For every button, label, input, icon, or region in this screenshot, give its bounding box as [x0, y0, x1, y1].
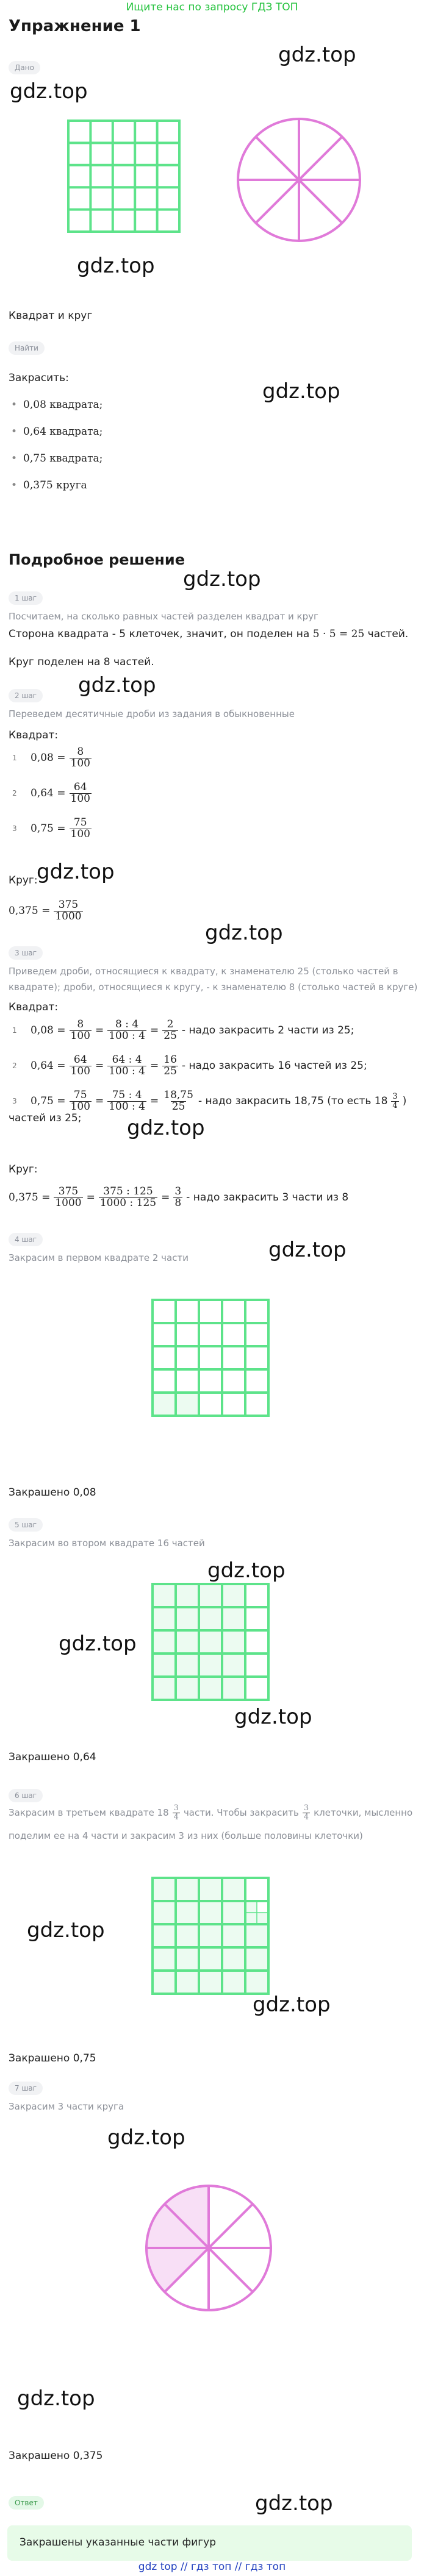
- step-result: Закрашено 0,64: [9, 1751, 96, 1763]
- watermark: gdz.top: [278, 43, 356, 67]
- square-step5: [151, 1583, 270, 1701]
- page-title: Упражнение 1: [9, 17, 141, 35]
- watermark: gdz.top: [268, 1238, 347, 1262]
- row3-cont: частей из 25;: [9, 1112, 82, 1124]
- fraction-row: 1 0,08 = $\frac{8}{100}$ = $\frac{8 : 4}{100 : 4}$ = $\frac{2}{25}$ - надо закрасить 2 части из 25;: [12, 1018, 354, 1042]
- watermark: gdz.top: [17, 2386, 95, 2411]
- square-step4: [151, 1299, 270, 1417]
- step-tag: 2 шаг: [9, 689, 43, 702]
- watermark: gdz.top: [262, 379, 340, 404]
- step-note: поделим ее на 4 части и закрасим 3 из них (больше половины клеточки): [9, 1830, 363, 1841]
- given-label: Квадрат и круг: [9, 310, 93, 322]
- tag-naiti: Найти: [9, 341, 45, 355]
- watermark: gdz.top: [27, 1918, 105, 1943]
- square-step6: [151, 1877, 270, 1995]
- find-item: • 0,75 квадрата;: [11, 452, 103, 465]
- step-note: квадрате); дроби, относящиеся к кругу, - к знаменателю 8 (столько частей в круге): [9, 982, 418, 993]
- top-search-link[interactable]: Ищите нас по запросу ГДЗ ТОП: [126, 1, 298, 13]
- square-label: Квадрат:: [9, 1001, 59, 1013]
- step-note: Закрасим в третьем квадрате 18 $\frac{3}{4}$ части. Чтобы закрасить $\frac{3}{4}$ клеточки, мысленно: [9, 1803, 413, 1822]
- given-square-grid: [67, 120, 181, 233]
- watermark: gdz.top: [234, 1705, 312, 1729]
- square-label: Квадрат:: [9, 729, 59, 741]
- watermark: gdz.top: [10, 79, 88, 104]
- step-note: Закрасим 3 части круга: [9, 2101, 124, 2112]
- step1-line1: Сторона квадрата - 5 клеточек, значит, он поделен на 5 · 5 = 25 частей.: [9, 628, 409, 640]
- step-note: Посчитаем, на сколько равных частей разделен квадрат и круг: [9, 611, 318, 622]
- watermark: gdz.top: [78, 673, 156, 698]
- watermark: gdz.top: [77, 254, 155, 278]
- circle-label: Круг:: [9, 1163, 38, 1176]
- fraction-row: 3 0,75 = $\frac{75}{100}$: [12, 816, 90, 840]
- fraction-row: 0,375 = $\frac{375}{1000}$: [9, 899, 82, 922]
- fraction-row: 0,375 = $\frac{375}{1000}$ = $\frac{375 : 125}{1000 : 125}$ = $\frac{3}{8}$ - надо закрасить 3 части из 8: [9, 1185, 349, 1209]
- find-item: • 0,08 квадрата;: [11, 399, 103, 411]
- fraction-row: 3 0,75 = $\frac{75}{100}$ = $\frac{75 : 4}{100 : 4}$ = $\frac{18,75}{25}$ - надо закрасить 18,75 (то есть 18 $\frac{3}{4}$ ): [12, 1089, 407, 1113]
- step-tag: 1 шаг: [9, 591, 43, 605]
- fraction-row: 2 0,64 = $\frac{64}{100}$ = $\frac{64 : 4}{100 : 4}$ = $\frac{16}{25}$ - надо закрасить 16 частей из 25;: [12, 1054, 367, 1077]
- fraction-row: 2 0,64 = $\frac{64}{100}$: [12, 781, 90, 805]
- answer-box: [7, 2525, 412, 2561]
- step-result: Закрашено 0,375: [9, 2450, 103, 2462]
- fraction-row: 1 0,08 = $\frac{8}{100}$: [12, 746, 90, 769]
- step-note: Приведем дроби, относящиеся к квадрату, к знаменателю 25 (столько частей в: [9, 966, 398, 977]
- given-circle: [235, 116, 363, 244]
- watermark: gdz.top: [107, 2125, 185, 2150]
- step-note: Закрасим в первом квадрате 2 части: [9, 1252, 189, 1263]
- step-tag: 7 шаг: [9, 2082, 43, 2095]
- watermark: gdz.top: [59, 1632, 137, 1656]
- watermark: gdz.top: [255, 2491, 333, 2516]
- find-item: • 0,375 круга: [11, 479, 87, 491]
- watermark: gdz.top: [253, 1993, 331, 2017]
- footer-links[interactable]: gdz top // гдз топ // гдз топ: [138, 2561, 286, 2573]
- tag-answer: Ответ: [9, 2496, 44, 2510]
- step-tag: 3 шаг: [9, 946, 43, 960]
- solution-title: Подробное решение: [9, 551, 185, 568]
- step1-line2: Круг поделен на 8 частей.: [9, 656, 154, 668]
- answer-text: Закрашены указанные части фигур: [20, 2536, 216, 2549]
- watermark: gdz.top: [37, 860, 115, 884]
- step-tag: 6 шаг: [9, 1789, 43, 1802]
- circle-step7: [143, 2183, 274, 2313]
- step-tag: 5 шаг: [9, 1518, 43, 1532]
- tag-dano: Дано: [9, 61, 40, 74]
- step-result: Закрашено 0,75: [9, 2052, 96, 2064]
- step-result: Закрашено 0,08: [9, 1486, 96, 1499]
- watermark: gdz.top: [207, 1558, 286, 1583]
- find-label: Закрасить:: [9, 372, 69, 384]
- watermark: gdz.top: [183, 567, 261, 591]
- circle-label: Круг:: [9, 874, 38, 887]
- step-note: Закрасим во втором квадрате 16 частей: [9, 1538, 205, 1549]
- step-tag: 4 шаг: [9, 1233, 43, 1246]
- find-item: • 0,64 квадрата;: [11, 426, 103, 438]
- step-note: Переведем десятичные дроби из задания в обыкновенные: [9, 708, 295, 719]
- watermark: gdz.top: [205, 921, 283, 945]
- watermark: gdz.top: [127, 1116, 205, 1140]
